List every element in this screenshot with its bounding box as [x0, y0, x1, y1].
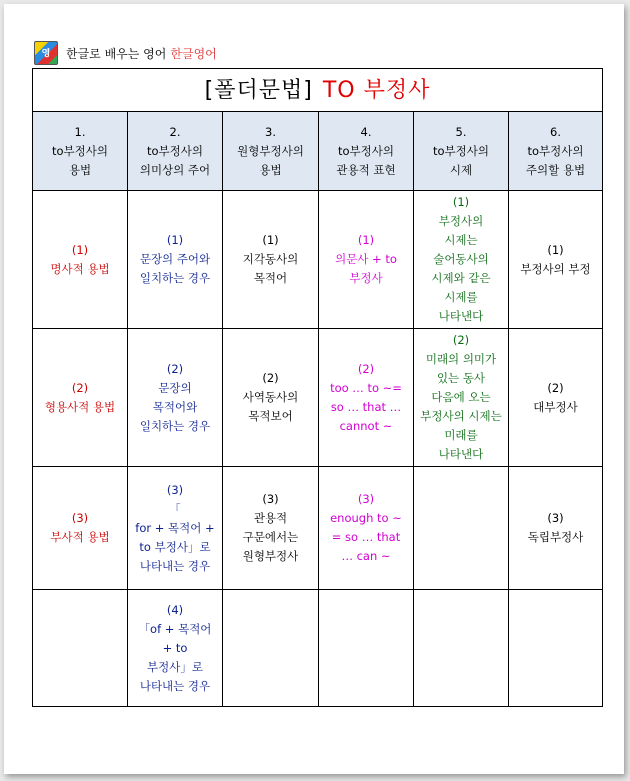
cell-text: (2) too … to ~= so … that … cannot ~: [330, 361, 402, 433]
table-row: [33, 590, 603, 707]
cell-text: (2) 미래의 의미가 있는 동사 다음에 오는 부정사의 시제는 미래를 나타낸다: [420, 333, 502, 461]
cell-text: (1) 문장의 주어와 일치하는 경우: [139, 233, 211, 285]
grammar-table: [32, 68, 603, 707]
cell-text: (2) 문장의 목적어와 일치하는 경우: [139, 361, 211, 433]
table-cell: [509, 590, 603, 707]
title-topic: TO 부정사: [322, 77, 431, 103]
table-header-row: [33, 112, 603, 191]
site-brand-part-1: 한글: [170, 46, 194, 61]
title-bracket: [폴더문법]: [204, 77, 313, 103]
site-logo-icon: [34, 41, 58, 65]
column-header: [509, 112, 603, 191]
cell-text: (3) enough to ~ = so … that … can ~: [330, 492, 402, 563]
table-title: [33, 69, 603, 112]
column-header: [414, 112, 509, 191]
table-cell: [509, 467, 603, 590]
cell-text: (4) 「of + 목적어 + to 부정사」로 나타내는 경우: [138, 602, 212, 693]
cell-text: (1) 지각동사의 목적어: [242, 233, 299, 285]
column-header: [128, 112, 223, 191]
cell-text: (2) 형용사적 용법: [44, 380, 116, 414]
table-cell: [223, 590, 319, 707]
table-cell: [509, 191, 603, 329]
table-cell: [128, 590, 223, 707]
table-cell: [128, 467, 223, 590]
table-cell: [33, 329, 128, 467]
table-row: [33, 191, 603, 329]
table-cell: [414, 590, 509, 707]
column-header: [319, 112, 414, 191]
site-tagline: 한글로 배우는 영어: [66, 46, 167, 61]
column-header-text: 5. to부정사의 시제: [433, 124, 489, 177]
cell-text: (2) 사역동사의 목적보어: [242, 371, 299, 423]
column-header-text: 3. 원형부정사의 용법: [237, 124, 304, 177]
table-cell: [414, 329, 509, 467]
logo-text: 영: [41, 49, 51, 59]
column-header-text: 6. to부정사의 주의할 용법: [525, 124, 586, 177]
cell-text: (1) 의문사 + to 부정사: [335, 233, 397, 285]
table-cell: [414, 191, 509, 329]
cell-text: (2) 대부정사: [533, 380, 578, 414]
table-cell: [33, 191, 128, 329]
table-cell: [414, 467, 509, 590]
table-cell: [223, 191, 319, 329]
table-cell: [319, 590, 414, 707]
table-cell: [128, 329, 223, 467]
table-row: [33, 467, 603, 590]
table-cell: [223, 467, 319, 590]
table-cell: [509, 329, 603, 467]
cell-text: (3) 독립부정사: [527, 511, 584, 544]
table-row: [33, 329, 603, 467]
cell-text: (3) 관용적 구문에서는 원형부정사: [242, 492, 299, 563]
table-cell: [319, 329, 414, 467]
site-brand-part-2: 영어: [193, 46, 217, 61]
column-header-text: 2. to부정사의 의미상의 주어: [139, 124, 211, 177]
table-cell: [319, 191, 414, 329]
cell-text: (3) 부사적 용법: [50, 511, 110, 544]
column-header-text: 4. to부정사의 관용적 표현: [336, 124, 396, 177]
cell-text: (3) 「 for + 목적어 + to 부정사」로 나타내는 경우: [135, 482, 215, 573]
cell-text: (1) 명사적 용법: [50, 242, 110, 276]
cell-text: (1) 부정사의 시제는 술어동사의 시제와 같은 시제를 나타낸다: [431, 195, 491, 323]
column-header: [223, 112, 319, 191]
table-cell: [33, 467, 128, 590]
column-header-text: 1. to부정사의 용법: [52, 124, 108, 177]
table-cell: [223, 329, 319, 467]
column-header: [33, 112, 128, 191]
table-cell: [128, 191, 223, 329]
table-cell: [319, 467, 414, 590]
table-cell: [33, 590, 128, 707]
site-header: [34, 42, 217, 64]
cell-text: (1) 부정사의 부정: [520, 242, 591, 276]
